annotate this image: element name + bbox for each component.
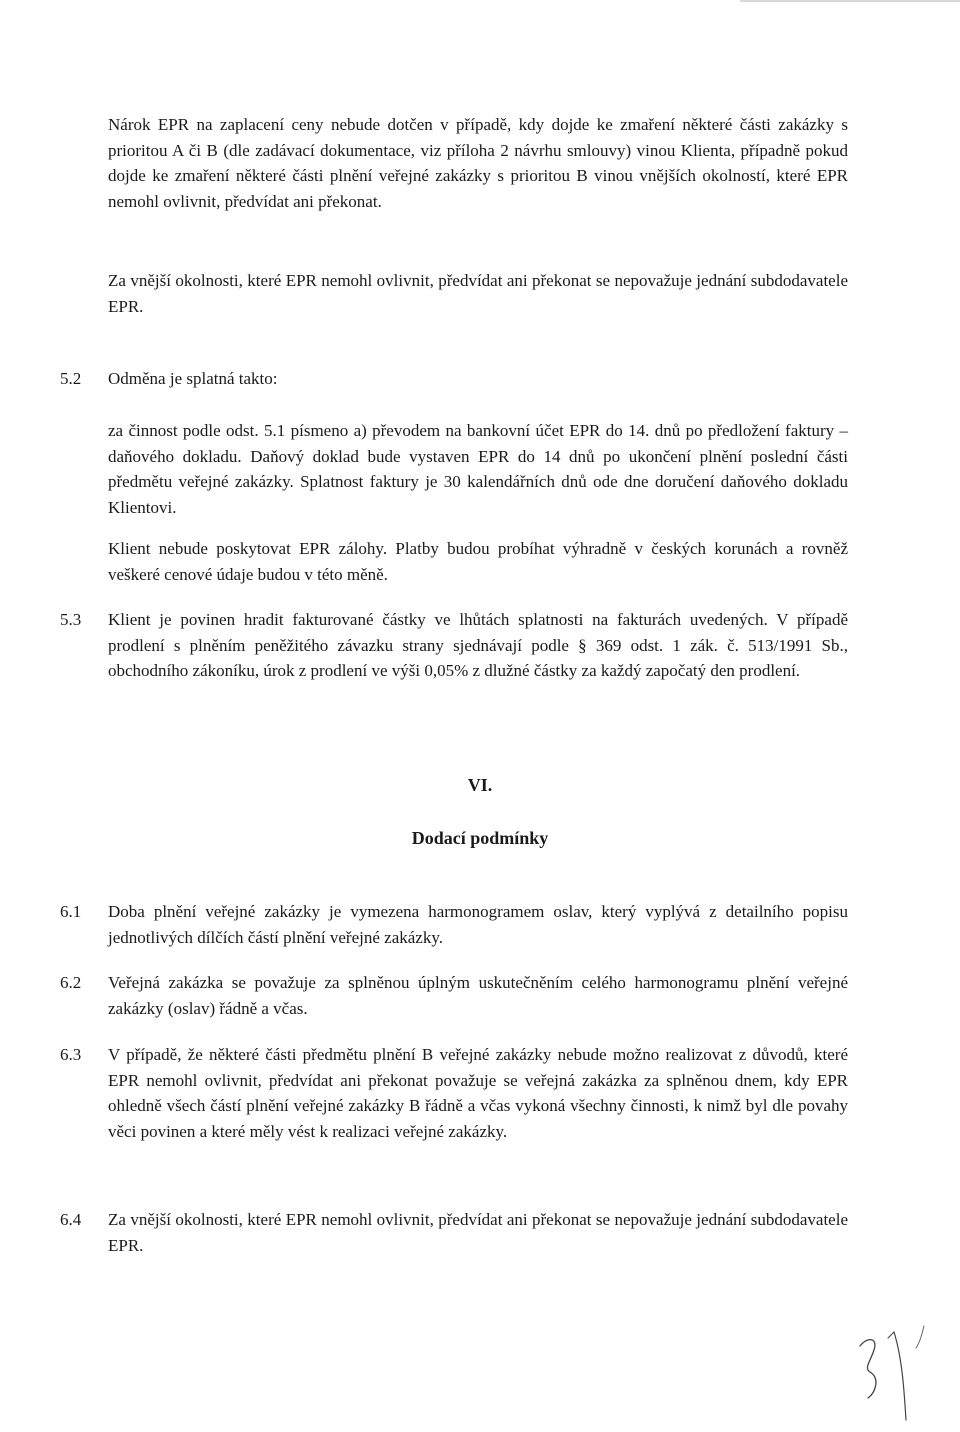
section-number: 5.2 <box>60 369 82 388</box>
section-number: 6.3 <box>60 1045 82 1064</box>
section-number: 6.2 <box>60 973 82 992</box>
section-text: Veřejná zakázka se považuje za splněnou úplným uskutečněním celého harmonogramu plnění veřejné zakázky (oslav) řádně a včas. <box>108 973 848 1018</box>
section-5-3 <box>60 607 850 717</box>
scan-edge-line <box>740 0 960 2</box>
chapter-title: Dodací podmínky <box>411 828 549 848</box>
section-number: 5.3 <box>60 610 82 629</box>
section-text: Doba plnění veřejné zakázky je vymezena harmonogramem oslav, který vyplývá z detailního popisu jednotlivých dílčích částí plnění veřejné zakázky. <box>108 902 848 947</box>
section-text: Odměna je splatná takto: <box>108 369 278 388</box>
section-6-4 <box>60 1207 850 1262</box>
section-number: 6.4 <box>60 1210 82 1229</box>
section-number: 6.1 <box>60 902 82 921</box>
section-text: Klient je povinen hradit fakturované částky ve lhůtách splatnosti na fakturách uvedených. V případě prodlení s plněním peněžitého závazku strany sjednávají podle § 369 odst. 1 zák. č. 513/1991 Sb., obchodního zákoníku, úrok z prodlení ve výši 0,05% z dlužné částky za každý započatý den prodlení. <box>108 610 848 680</box>
paragraph-claim: Nárok EPR na zaplacení ceny nebude dotčen v případě, kdy dojde ke zmaření některé části zakázky s prioritou A či B (dle zadávací dokumentace, viz příloha 2 návrhu smlouvy) vinou Klienta, případně pokud dojde ke zmaření některé části plnění veřejné zakázky s prioritou B vinou vnějších okolností, které EPR nemohl ovlivnit, předvídat ani překonat. <box>108 115 848 211</box>
chapter-number: VI. <box>467 775 493 795</box>
paragraph-external-circumstances: Za vnější okolnosti, které EPR nemohl ovlivnit, předvídat ani překonat se nepovažuje jednání subdodavatele EPR. <box>108 271 848 316</box>
paragraph-payment-terms: za činnost podle odst. 5.1 písmeno a) převodem na bankovní účet EPR do 14. dnů po předložení faktury – daňového dokladu. Daňový doklad bude vystaven EPR do 14 dnů po ukončení plnění poslední části předmětu veřejné zakázky. Splatnost faktury je 30 kalendářních dnů ode dne doručení daňového dokladu Klientovi. <box>108 421 848 517</box>
section-text: V případě, že některé části předmětu plnění B veřejné zakázky nebude možno realizovat z důvodů, které EPR nemohl ovlivnit, předvídat ani překonat považuje se veřejná zakázka za splněnou dnem, kdy EPR ohledně všech částí plnění veřejné zakázky B řádně a včas vykoná všechny činnosti, k nimž byl dle povahy věci povinen a které měly vést k realizaci veřejné zakázky. <box>108 1045 848 1141</box>
section-text: Za vnější okolnosti, které EPR nemohl ovlivnit, předvídat ani překonat se nepovažuje jednání subdodavatele EPR. <box>108 1210 848 1255</box>
handwritten-initials <box>850 1318 950 1428</box>
paragraph-no-advances: Klient nebude poskytovat EPR zálohy. Platby budou probíhat výhradně v českých korunách a rovněž veškeré cenové údaje budou v této měně. <box>108 539 848 584</box>
section-6-1 <box>60 899 850 954</box>
section-6-2 <box>60 970 850 1025</box>
section-6-3 <box>60 1042 850 1172</box>
